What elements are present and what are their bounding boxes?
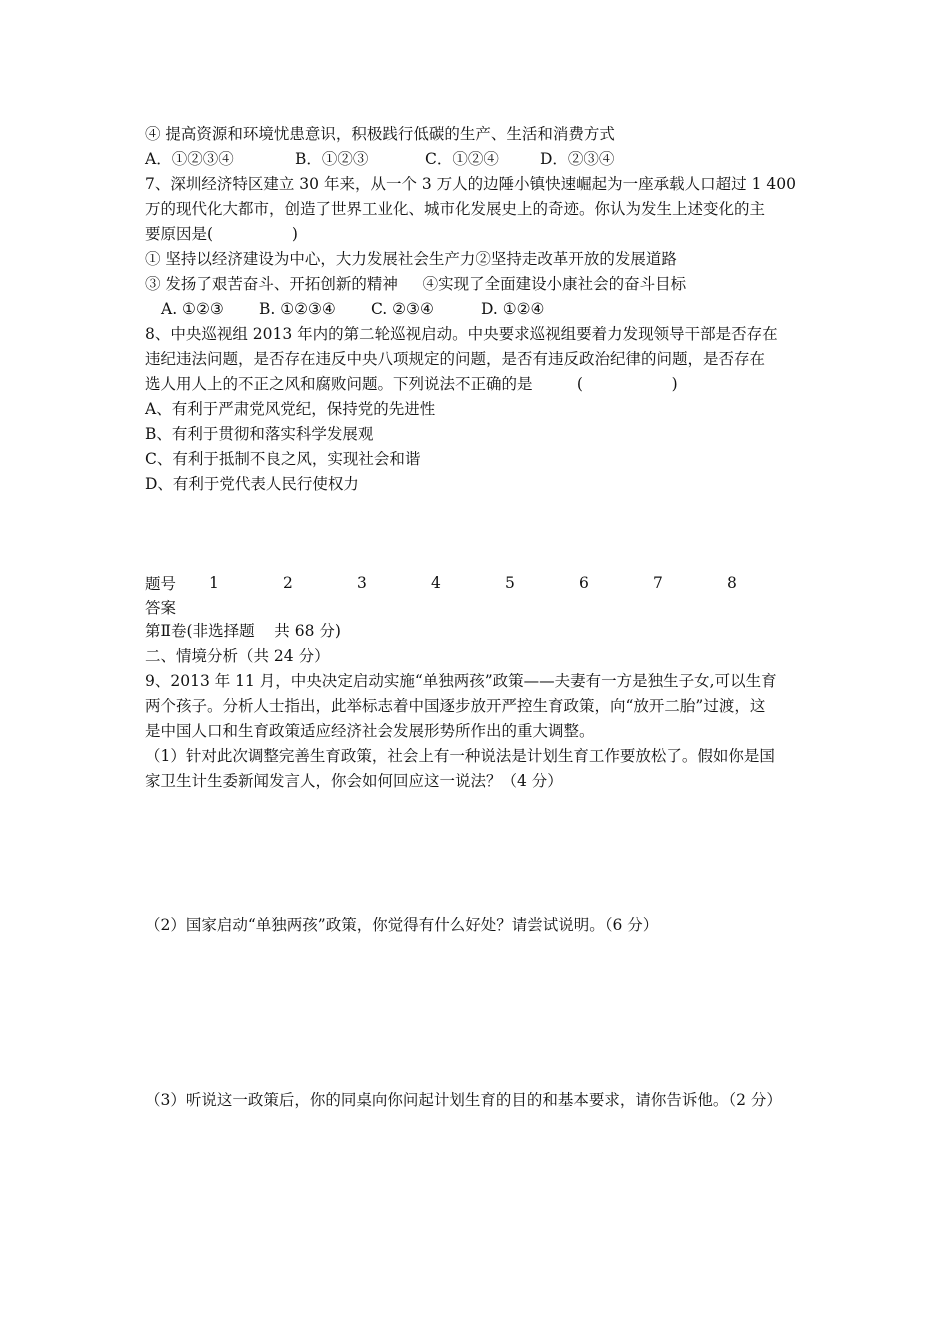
q9-stem-line-2: 两个孩子。分析人士指出，此举标志着中国逐步放开严控生育政策，向“放开二胎”过渡，这 <box>145 697 766 715</box>
answer-label: 答案 <box>145 599 177 617</box>
exam-page <box>145 122 815 1113</box>
q9-sub-1-line-2: 家卫生计生委新闻发言人，你会如何回应这一说法？（4 分） <box>145 772 563 790</box>
answer-space-2[interactable] <box>145 938 815 1088</box>
q6-option-c: C．①②④ <box>425 150 499 168</box>
q9-sub-3: （3）听说这一政策后，你的同桌向你问起计划生育的目的和基本要求，请你告诉他。（2 分） <box>145 1091 782 1109</box>
q7-option-b: B. ①②③④ <box>259 300 336 318</box>
question-number: 3 <box>357 574 367 592</box>
q7-option-c: C. ②③④ <box>371 300 434 318</box>
part-2-title: 第Ⅱ卷(非选择题 共 68 分) <box>145 622 341 640</box>
question-number: 4 <box>431 574 441 592</box>
q7-items-line-1: ① 坚持以经济建设为中心，大力发展社会生产力②坚持走改革开放的发展道路 <box>145 250 677 268</box>
q7-option-a: A. ①②③ <box>161 300 224 318</box>
q7-option-d: D. ①②④ <box>481 300 545 318</box>
question-number: 6 <box>579 574 589 592</box>
q8-option-b: B、有利于贯彻和落实科学发展观 <box>145 425 374 443</box>
q6-item-4: ④ 提高资源和环境忧患意识，积极践行低碳的生产、生活和消费方式 <box>145 125 615 143</box>
q8-stem-line-2: 违纪违法问题，是否存在违反中央八项规定的问题，是否有违反政治纪律的问题，是否存在 <box>145 350 766 368</box>
q9-stem-line-1: 9、2013 年 11 月，中央决定启动实施“单独两孩”政策——夫妻有一方是独生子女,可以生育 <box>145 672 777 690</box>
q8-option-a: A、有利于严肃党风党纪，保持党的先进性 <box>145 400 436 418</box>
q8-stem-line-3: 选人用人上的不正之风和腐败问题。下列说法不正确的是 ( ) <box>145 375 678 393</box>
q7-options <box>145 297 815 322</box>
section-title: 二、情境分析（共 24 分） <box>145 647 330 665</box>
answer-cell[interactable] <box>357 595 431 619</box>
q8-option-d: D、有利于党代表人民行使权力 <box>145 475 359 493</box>
answer-table <box>145 571 801 619</box>
q9-sub-1-line-1: （1）针对此次调整完善生育政策，社会上有一种说法是计划生育工作要放松了。假如你是国 <box>145 747 775 765</box>
q7-stem-line-2: 万的现代化大都市，创造了世界工业化、城市化发展史上的奇迹。你认为发生上述变化的主 <box>145 200 766 218</box>
answer-table-header-row <box>145 571 801 595</box>
q8-option-c: C、有利于抵制不良之风，实现社会和谐 <box>145 450 421 468</box>
answer-space-1[interactable] <box>145 794 815 913</box>
answer-cell[interactable] <box>283 595 357 619</box>
spacer <box>145 497 815 571</box>
q9-stem-line-3: 是中国人口和生育政策适应经济社会发展形势所作出的重大调整。 <box>145 722 595 740</box>
question-number: 2 <box>283 574 293 592</box>
answer-cell[interactable] <box>209 595 283 619</box>
answer-cell[interactable] <box>653 595 727 619</box>
q6-option-a: A．①②③④ <box>145 150 234 168</box>
question-number: 5 <box>505 574 515 592</box>
q8-stem-line-1: 8、中央巡视组 2013 年内的第二轮巡视启动。中央要求巡视组要着力发现领导干部是否存在 <box>145 325 778 343</box>
question-number-label: 题号 <box>145 575 177 593</box>
question-number: 8 <box>727 574 737 592</box>
q6-option-b: B．①②③ <box>295 150 369 168</box>
q7-stem-line-1: 7、深圳经济特区建立 30 年来，从一个 3 万人的边陲小镇快速崛起为一座承载人口超过 1 400 <box>145 175 796 193</box>
q6-option-d: D．②③④ <box>540 150 615 168</box>
q7-stem-line-3: 要原因是( ) <box>145 225 298 243</box>
answer-cell[interactable] <box>505 595 579 619</box>
q7-items-line-2: ③ 发扬了艰苦奋斗、开拓创新的精神 ④实现了全面建设小康社会的奋斗目标 <box>145 275 687 293</box>
answer-cell[interactable] <box>727 595 801 619</box>
answer-cell[interactable] <box>579 595 653 619</box>
q9-sub-2: （2）国家启动“单独两孩”政策，你觉得有什么好处？请尝试说明。（6 分） <box>145 916 659 934</box>
answer-cell[interactable] <box>431 595 505 619</box>
question-number: 7 <box>653 574 663 592</box>
q6-options <box>145 147 815 172</box>
question-number: 1 <box>209 574 219 592</box>
answer-table-answer-row <box>145 595 801 619</box>
